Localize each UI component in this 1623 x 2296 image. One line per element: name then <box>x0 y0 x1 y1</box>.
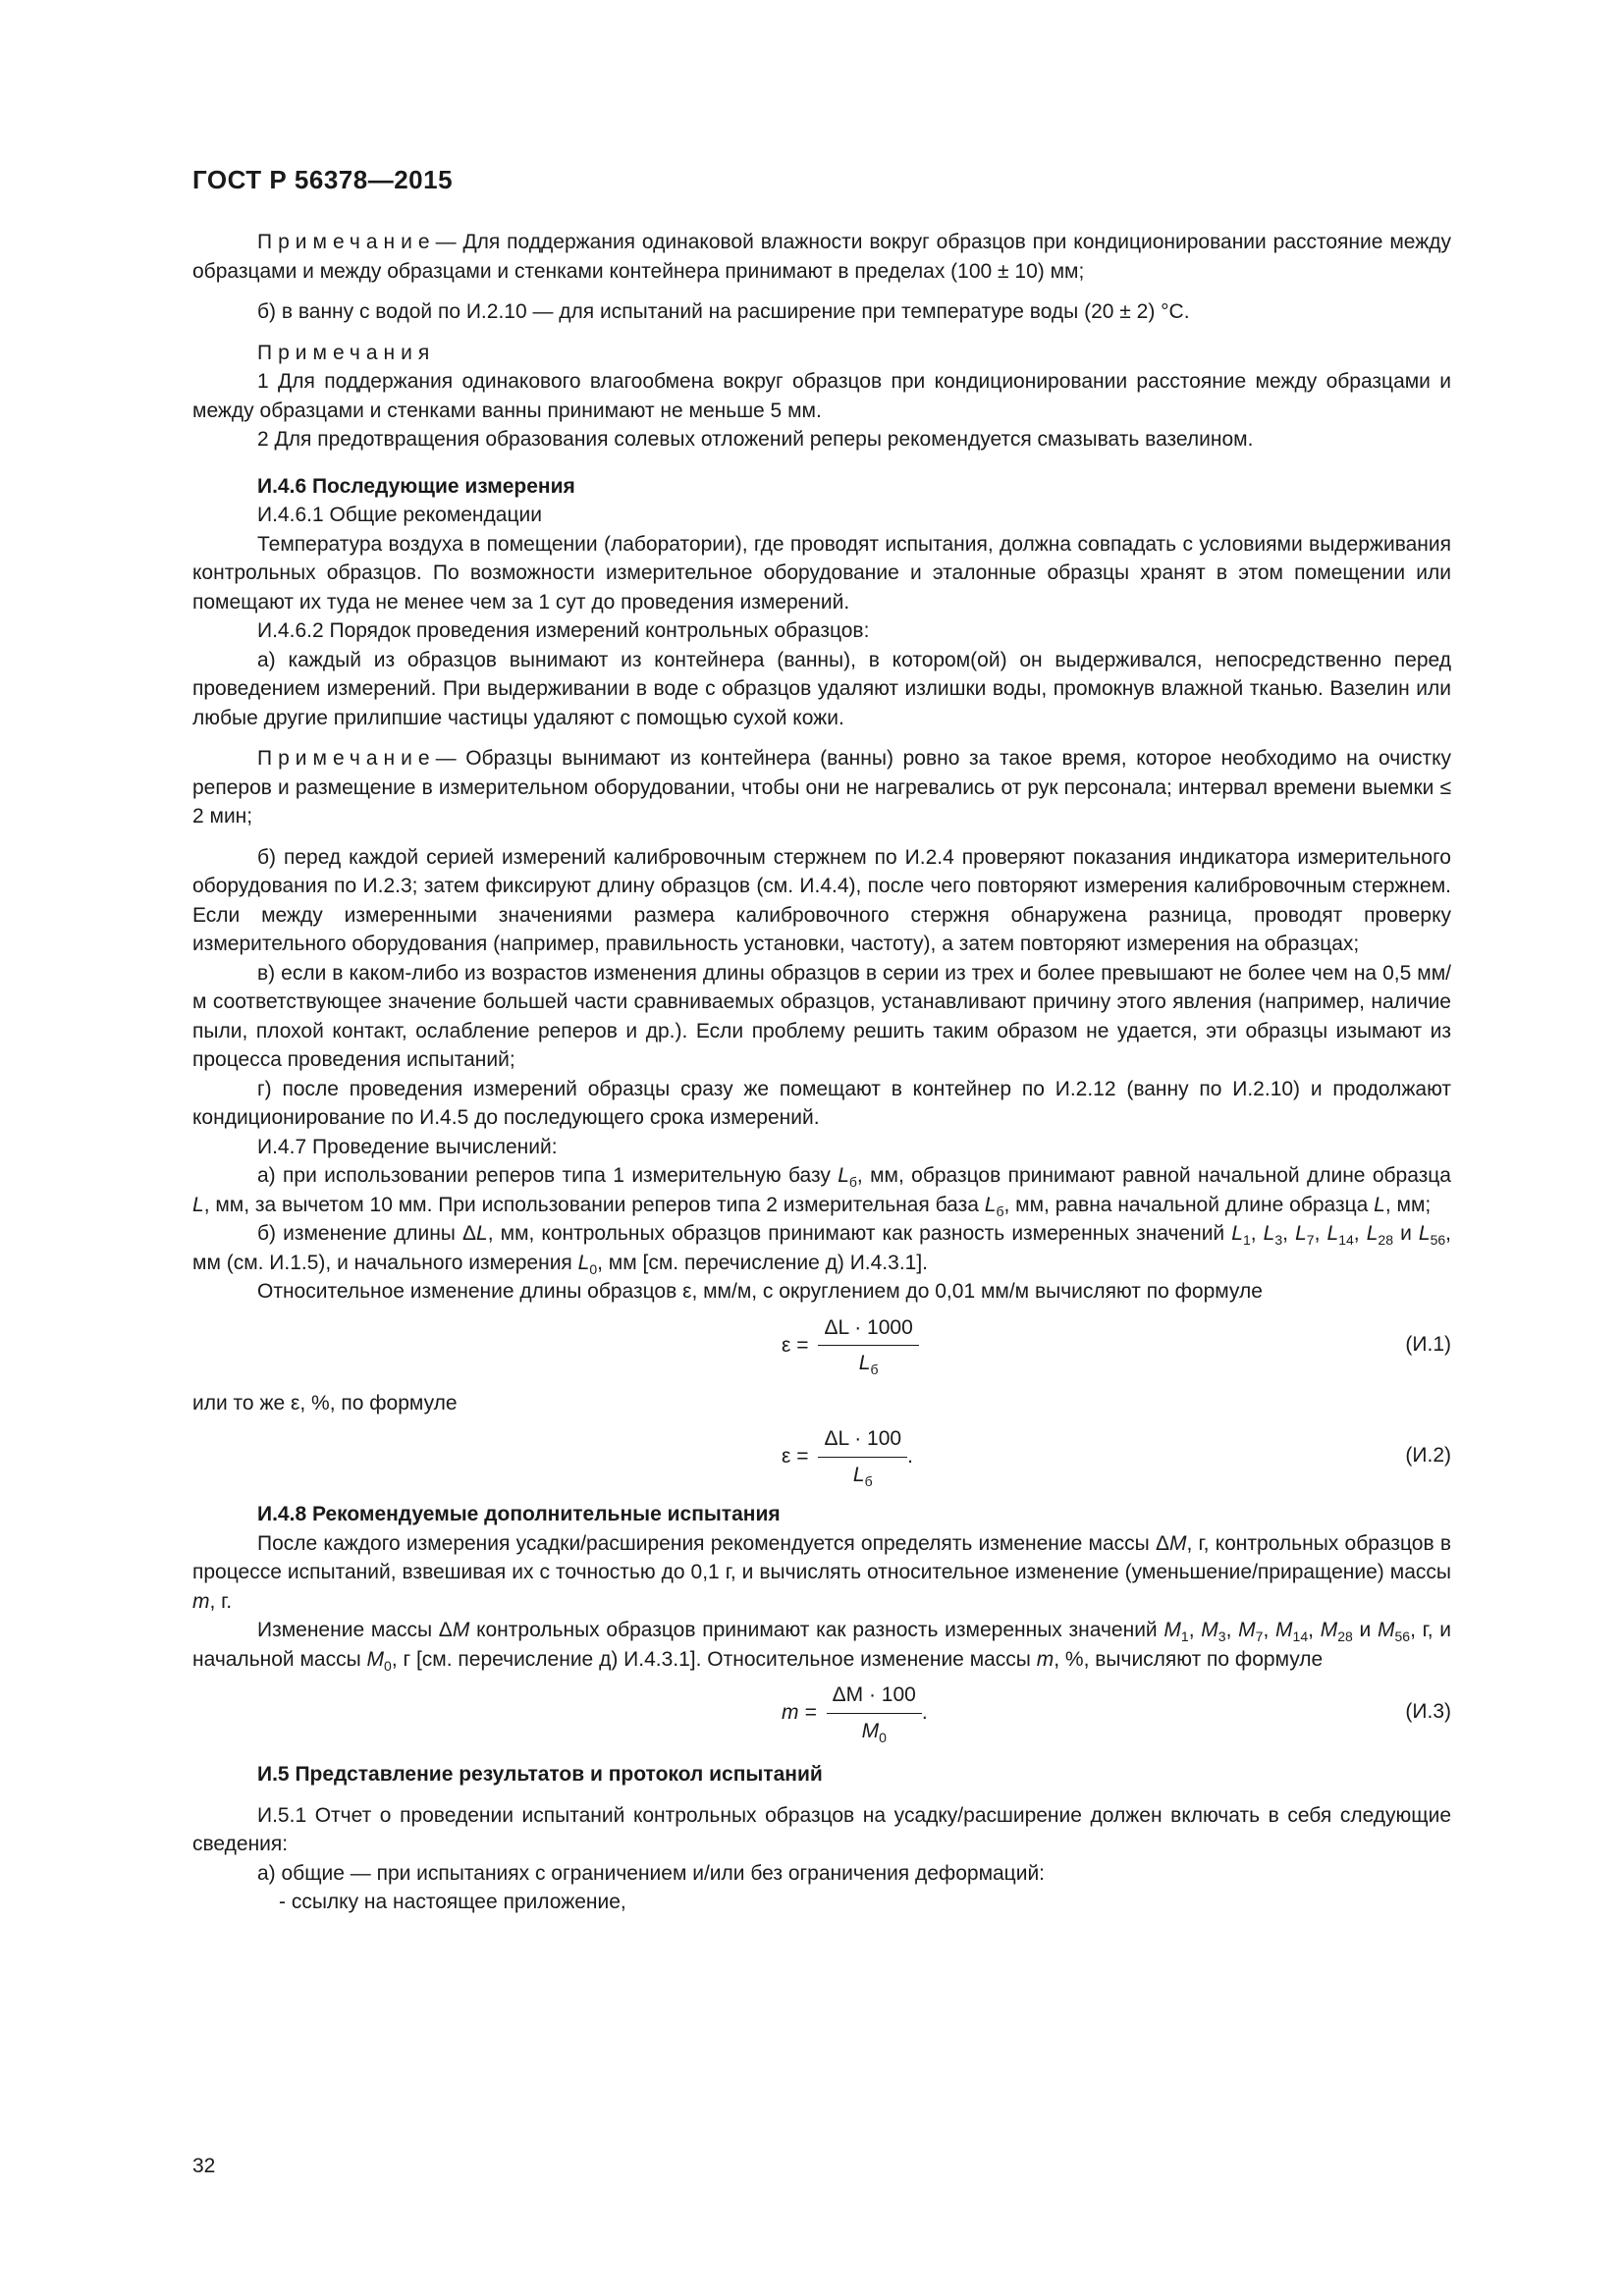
page-number: 32 <box>192 2155 216 2177</box>
note-label: Примечание <box>257 231 436 253</box>
list-item: а) общие — при испытаниях с ограничением и/или без ограничения деформаций: <box>257 1861 1046 1885</box>
equation-number: (И.2) <box>1405 1444 1451 1467</box>
formula-i3: m = $\frac{\Delta M \cdot 100}{M_0}$ . (И.3) <box>192 1682 1451 1748</box>
paragraph: Относительное изменение длины образцов ε, мм/м, с округлением до 0,01 мм/м вычисляют по формуле <box>257 1280 1263 1303</box>
equation-number: (И.1) <box>1405 1332 1451 1356</box>
list-item: в) если в каком-либо из возрастов изменения длины образцов в серии из трех и более превышают не более чем на 0,5 мм/м соответствующее значение большей части сравниваемых образцов, устанавливают причину этого явления (например, наличие пыли, плохой контакт, ослабление реперов и др.). Если проблему решить таким образом не удается, эти образцы изымают из процесса проведения испытаний; <box>192 961 1451 1071</box>
list-subitem: - ссылку на настоящее приложение, <box>279 1891 626 1913</box>
list-item: б) изменение длины ΔL, мм, контрольных образцов принимают как разность измеренных значений $L_1$, $L_3$, $L_7$, $L_{14}$, $L_{28}$ и $L_{56}$, мм (см. И.1.5), и начального измерения $L_0$, мм [см. перечисление д) И.4.3.1]. <box>192 1222 1452 1277</box>
list-item: г) после проведения измерений образцы сразу же помещают в контейнер по И.2.12 (ванну по И.2.10) и продолжают кондиционирование по И.4.5 до последующего срока измерений. <box>192 1077 1451 1129</box>
paragraph: или то же ε, %, по формуле <box>192 1391 458 1415</box>
note-item: 1 Для поддержания одинакового влагообмена вокруг образцов при кондиционировании расстояние между образцами и между образцами и стенками ванны принимают не меньше 5 мм. <box>192 370 1451 422</box>
list-item: б) перед каждой серией измерений калибровочным стержнем по И.2.4 проверяют показания индикатора измерительного оборудования по И.2.3; затем фиксируют длину образцов (см. И.4.4), после чего повторяют измерения калибровочным стержнем. Если между измеренными значениями размера калибровочного стержня обнаружена разница, проводят проверку измерительного оборудования (например, правильность установки, частоту), а затем повторяют измерения на образцах; <box>192 845 1451 955</box>
section-heading: И.4.6 Последующие измерения <box>257 474 575 498</box>
note-paragraph <box>192 744 1451 831</box>
section-heading: И.5 Представление результатов и протокол испытаний <box>257 1763 823 1786</box>
note-label: Примечание <box>257 747 436 770</box>
subsection-heading: И.4.7 Проведение вычислений: <box>257 1135 558 1158</box>
note-text: — Для поддержания одинаковой влажности вокруг образцов при кондиционировании расстояние между образцами и между образцами и стенками контейнера принимают в пределах (100 ± 10) мм; <box>192 231 1451 283</box>
subsection-heading: И.4.6.1 Общие рекомендации <box>257 504 542 526</box>
subsection-heading: И.4.6.2 Порядок проведения измерений контрольных образцов: <box>257 619 870 642</box>
note-item: 2 Для предотвращения образования солевых отложений реперы рекомендуется смазывать вазелином. <box>257 428 1254 451</box>
paragraph: И.5.1 Отчет о проведении испытаний контрольных образцов на усадку/расширение должен включать в себя следующие сведения: <box>192 1803 1451 1855</box>
section-heading: И.4.8 Рекомендуемые дополнительные испытания <box>257 1503 781 1525</box>
document-header: ГОСТ Р 56378—2015 <box>192 165 454 194</box>
note-text: — Образцы вынимают из контейнера (ванны) ровно за такое время, которое необходимо на очистку реперов и размещение в измерительном оборудовании, чтобы они не нагревались от рук персонала; интервал времени выемки ≤ 2 мин; <box>192 747 1451 828</box>
list-item: а) каждый из образцов вынимают из контейнера (ванны), в котором(ой) он выдерживался, непосредственно перед проведением измерений. При выдерживании в воде с образцов удаляют излишки воды, промокнув влажной тканью. Вазелин или любые другие прилипшие частицы удаляют с помощью сухой кожи. <box>192 648 1451 729</box>
paragraph: б) в ванну с водой по И.2.10 — для испытаний на расширение при температуре воды (20 ± 2) °С. <box>257 300 1190 323</box>
equation-number: (И.3) <box>1405 1700 1451 1723</box>
notes-label: Примечания <box>257 341 436 364</box>
formula-i1: ε = $\frac{\Delta L \cdot 1000}{L_б}$ (И.1) <box>192 1314 1451 1381</box>
document-body <box>192 228 1451 1917</box>
paragraph: Изменение массы ΔM контрольных образцов принимают как разность измеренных значений $M_1$, $M_3$, $M_7$, $M_{14}$, $M_{28}$ и $M_{56}$, г, и начальной массы $M_0$, г [см. перечисление д) И.4.3.1]. Относительное изменение массы m, %, вычисляют по формуле <box>192 1619 1452 1674</box>
list-item: а) при использовании реперов типа 1 измерительную базу $L_б$, мм, образцов принимают равной начальной длине образца L, мм, за вычетом 10 мм. При использовании реперов типа 2 измерительная база $L_б$, мм, равна начальной длине образца L, мм; <box>192 1164 1451 1219</box>
formula-i2: ε = $\frac{\Delta L \cdot 100}{L_б}$ . (И.2) <box>192 1425 1451 1492</box>
note-paragraph <box>192 228 1451 286</box>
paragraph: Температура воздуха в помещении (лаборатории), где проводят испытания, должна совпадать с условиями выдерживания контрольных образцов. По возможности измерительное оборудование и эталонные образцы хранят в этом помещении или помещают их туда не менее чем за 1 сут до проведения измерений. <box>192 532 1451 614</box>
paragraph: После каждого измерения усадки/расширения рекомендуется определять изменение массы ΔM, г, контрольных образцов в процессе испытаний, взвешивая их с точностью до 0,1 г, и вычислять относительное изменение (уменьшение/приращение) массы m, г. <box>192 1531 1451 1613</box>
